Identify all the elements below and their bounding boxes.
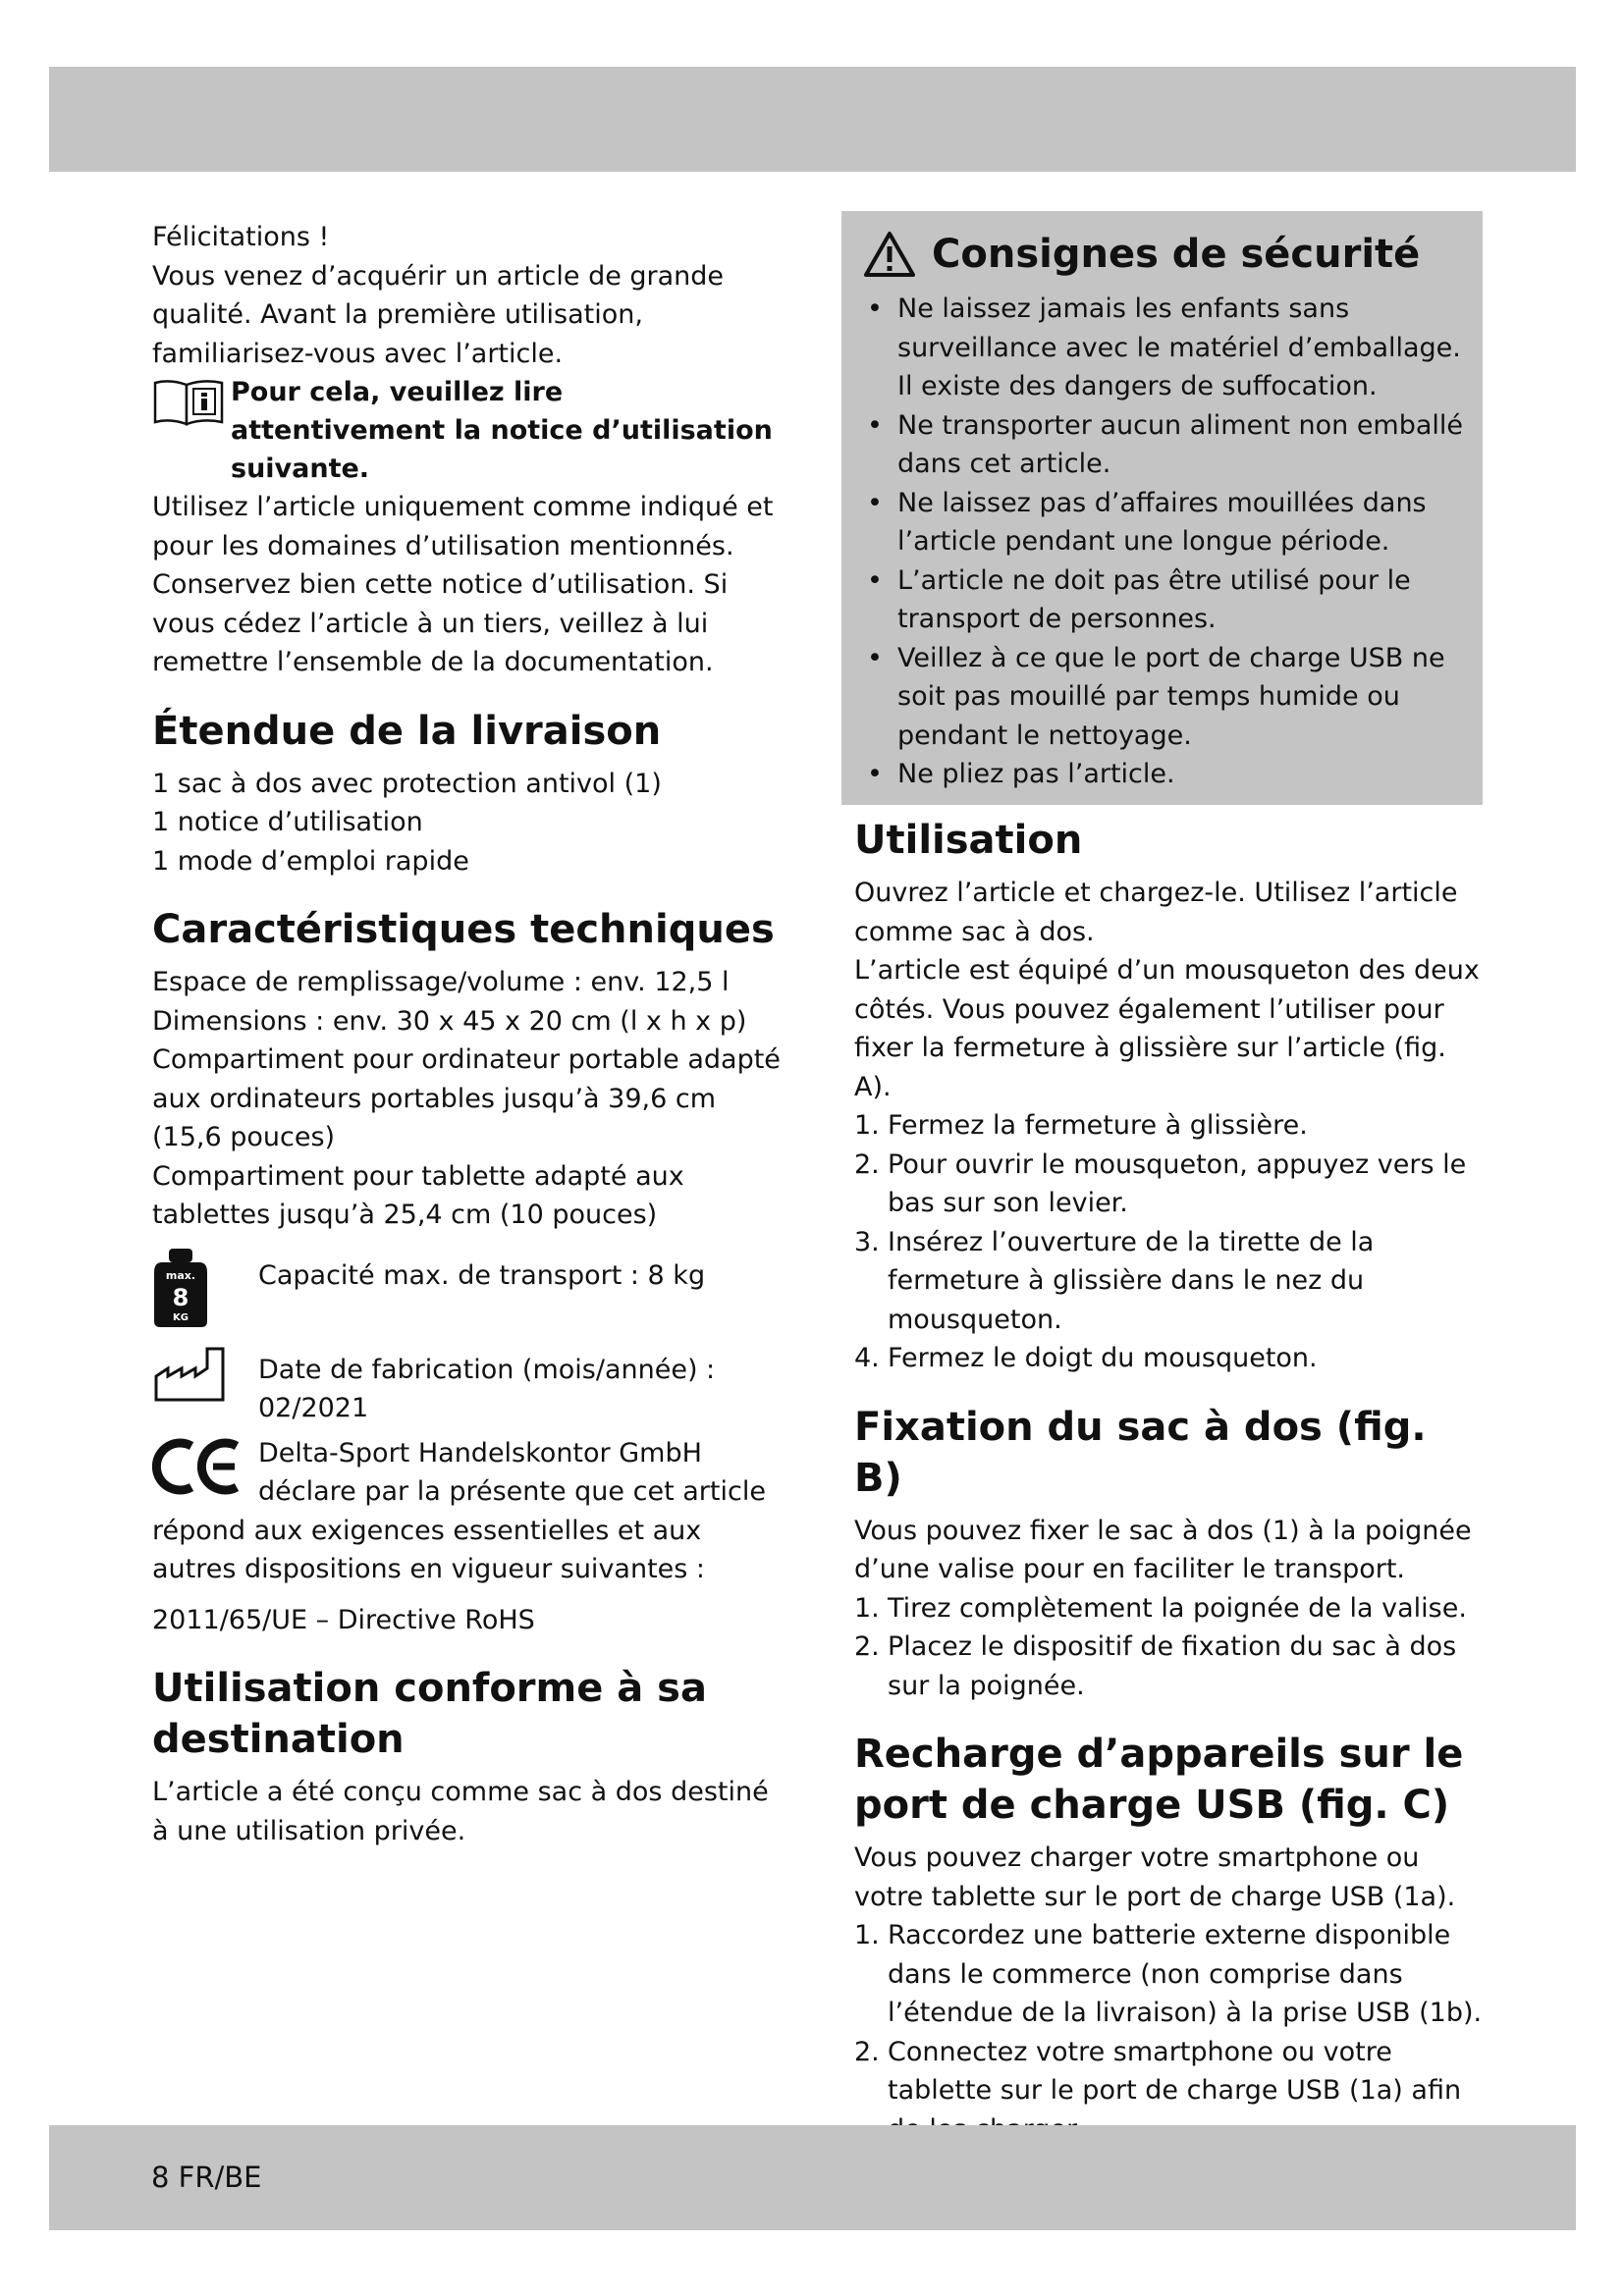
step-number: 3. (854, 1226, 880, 1257)
left-column (152, 218, 781, 1850)
step-number: 1. (854, 1592, 880, 1624)
step-text: Pour ouvrir le mousqueton, appuyez vers le bas sur son levier. (888, 1148, 1467, 1218)
delivery-item: 1 sac à dos avec protection antivol (1) (152, 768, 662, 799)
spec-line: Compartiment pour ordinateur portable adapté aux ordinateurs portables jusqu’à 39,6 cm (15,6 pouces) (152, 1044, 781, 1152)
manufacture-text (258, 1341, 781, 1428)
charging-text: Vous pouvez charger votre smartphone ou votre tablette sur le port de charge USB (1a). (854, 1842, 1456, 1912)
right-column (854, 807, 1483, 2149)
fixing-step (854, 1628, 1483, 1705)
step-text: Fermez la fermeture à glissière. (888, 1110, 1308, 1141)
delivery-item: 1 mode d’emploi rapide (152, 845, 469, 877)
spec-line: Compartiment pour tablette adapté aux tablettes jusqu’à 25,4 cm (10 pouces) (152, 1160, 684, 1230)
fixing-steps (854, 1589, 1483, 1706)
safety-title: Consignes de sécurité (932, 232, 1421, 277)
step-text: Insérez l’ouverture de la tirette de la fermeture à glissière dans le nez du mousqueton. (888, 1226, 1375, 1335)
usage-para: Ouvrez l’article et chargez-le. Utilisez l’article comme sac à dos. (854, 878, 1458, 947)
usage-note: Utilisez l’article uniquement comme indiqué et pour les domaines d’utilisation mentionnés. Conservez bien cette notice d’utilisation. Si vous cédez l’article à un tiers, veillez à lui remettre l’ensemble de la documentation. (152, 492, 774, 677)
intended-use-text: L’article a été conçu comme sac à dos destiné à une utilisation privée. (152, 1777, 769, 1846)
directive: 2011/65/UE – Directive RoHS (152, 1604, 535, 1635)
safety-item: • Ne laissez jamais les enfants sans surveillance avec le matériel d’emballage. Il existe des dangers de suffocation. (863, 290, 1472, 406)
spec-line: Espace de remplissage/volume : env. 12,5 l (152, 967, 730, 997)
specs-title: Caractéristiques techniques (152, 907, 775, 952)
manufacture-label: Date de fabrication (mois/année) : (258, 1354, 716, 1385)
read-manual-icon (152, 377, 225, 428)
ce-declaration (152, 1434, 781, 1589)
safety-list (863, 290, 1472, 794)
safety-item: • Ne laissez pas d’affaires mouillées dans l’article pendant une longue période. (863, 484, 1472, 561)
usage-step (854, 1146, 1483, 1223)
ce-company: Delta-Sport Handelskontor GmbH (258, 1437, 702, 1468)
step-number: 2. (854, 1631, 880, 1662)
safety-item: • Ne pliez pas l’article. (863, 755, 1472, 794)
safety-item: • Veillez à ce que le port de charge USB ne soit pas mouillé par temps humide ou pendant le nettoyage. (863, 639, 1472, 756)
ce-declaration-text: déclare par la présente que cet article répond aux exigences essentielles et aux autres dispositions en vigueur suivantes : (152, 1476, 766, 1584)
footer-band (49, 2125, 1576, 2230)
charging-steps (854, 1916, 1483, 2149)
factory-icon (152, 1341, 231, 1404)
delivery-item: 1 notice d’utilisation (152, 807, 423, 837)
fixing-step (854, 1589, 1483, 1629)
header-band (49, 67, 1576, 172)
step-text: Fermez le doigt du mousqueton. (888, 1343, 1318, 1373)
safety-item: • L’article ne doit pas être utilisé pour le transport de personnes. (863, 561, 1472, 639)
usage-steps (854, 1106, 1483, 1378)
intended-use-title: Utilisation conforme à sa destination (152, 1666, 707, 1762)
delivery-title: Étendue de la livraison (152, 708, 662, 754)
intro-text: Vous venez d’acquérir un article de grande qualité. Avant la première utilisation, familiarisez-vous avec l’article. (152, 260, 725, 369)
warning-icon (863, 231, 916, 278)
charging-step (854, 1916, 1483, 2033)
step-text: Tirez complètement la poignée de la valise. (888, 1592, 1467, 1624)
usage-para: L’article est équipé d’un mousqueton des deux côtés. Vous pouvez également l’utiliser pour fixer la fermeture à glissière sur l’article (fig. A). (854, 955, 1480, 1102)
manufacture-date: 02/2021 (258, 1393, 369, 1423)
capacity-row (152, 1247, 781, 1329)
read-manual-text: Pour cela, veuillez lire attentivement la notice d’utilisation suivante. (231, 377, 773, 484)
charging-title: Recharge d’appareils sur le port de charge USB (fig. C) (854, 1732, 1464, 1828)
weight-icon (152, 1247, 209, 1329)
usage-step (854, 1223, 1483, 1340)
step-text: Raccordez une batterie externe disponible dans le commerce (non comprise dans l’étendue de la livraison) à la prise USB (1b). (888, 1920, 1483, 2028)
safety-box (841, 211, 1483, 805)
weight-icon-unit-text: KG (173, 1311, 189, 1323)
step-text: Connectez votre smartphone ou votre tablette sur le port de charge USB (1a) afin (888, 2036, 1462, 2106)
step-text: Placez le dispositif de fixation du sac à dos sur la poignée. (888, 1631, 1457, 1701)
weight-icon-top-text: max. (165, 1268, 196, 1282)
usage-title: Utilisation (854, 818, 1083, 863)
safety-item: • Ne transporter aucun aliment non emballé dans cet article. (863, 406, 1472, 484)
weight-icon-value-text: 8 (172, 1283, 189, 1311)
step-number: 2. (854, 2036, 880, 2067)
step-number: 4. (854, 1343, 880, 1373)
usage-step (854, 1339, 1483, 1378)
fixing-text: Vous pouvez fixer le sac à dos (1) à la poignée d’une valise pour en faciliter le transport. (854, 1515, 1472, 1584)
step-number: 1. (854, 1110, 880, 1141)
capacity-text: Capacité max. de transport : 8 kg (258, 1259, 706, 1291)
fixing-title: Fixation du sac à dos (fig. B) (854, 1404, 1427, 1501)
greeting: Félicitations ! (152, 222, 330, 252)
read-manual-note (152, 373, 781, 488)
usage-step (854, 1106, 1483, 1146)
spec-line: Dimensions : env. 30 x 45 x 20 cm (l x h x p) (152, 1005, 747, 1037)
step-number: 2. (854, 1148, 880, 1180)
manufacture-row (152, 1341, 781, 1428)
ce-mark-icon (152, 1438, 243, 1495)
step-number: 1. (854, 1920, 880, 1950)
page-number: 8 FR/BE (151, 2161, 262, 2194)
